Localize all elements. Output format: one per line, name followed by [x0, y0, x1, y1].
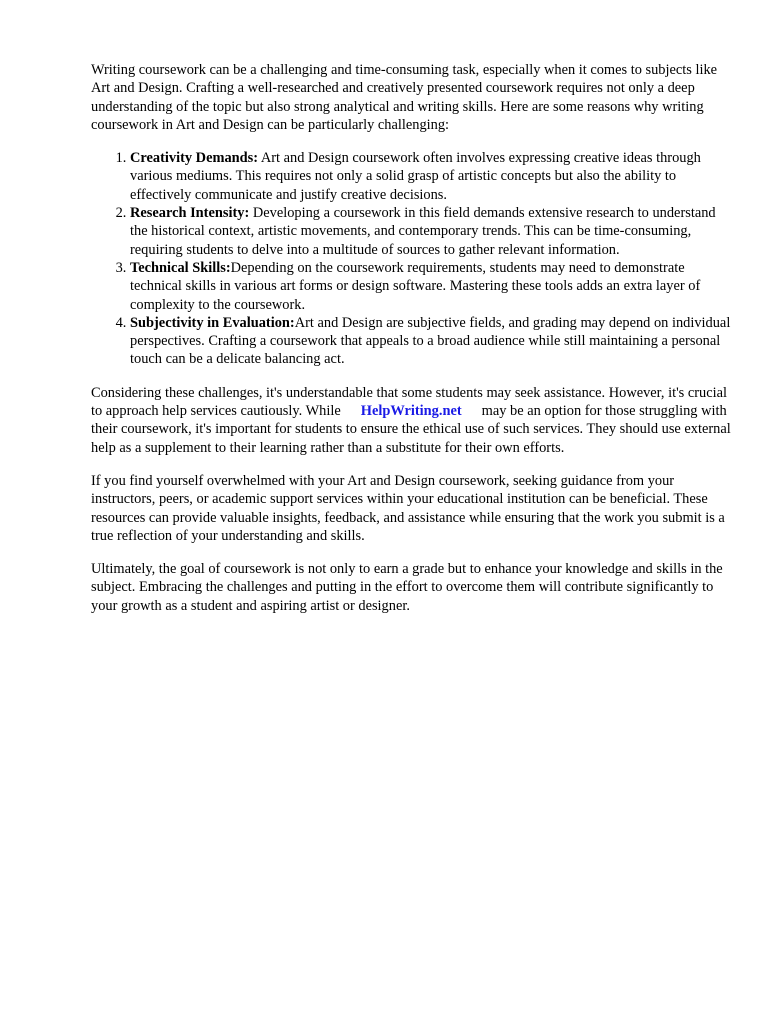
- helpwriting-link[interactable]: HelpWriting.net: [360, 403, 462, 420]
- list-item: [130, 259, 731, 314]
- list-item: [130, 149, 731, 204]
- intro-paragraph: Writing coursework can be a challenging and time-consuming task, especially when it comes to subjects like Art and Design. Crafting a well-researched and creatively presented coursework requires not only a deep understanding of the topic but also strong analytical and writing skills. Here are some reasons why writing coursework in Art and Design can be particularly challenging:: [91, 62, 718, 133]
- considering-after: may be an option for those struggling with their coursework, it's important for students to ensure the ethical use of such services. They should use external help as a supplement to their learning rather than a substitute for their own efforts.: [91, 403, 731, 456]
- list-item-text: Art and Design are subjective fields, and grading may depend on individual perspectives. Crafting a coursework that appeals to a broad audience while still maintaining a personal touch can be a delicate balancing act.: [130, 314, 731, 368]
- ultimately-paragraph: Ultimately, the goal of coursework is not only to earn a grade but to enhance your knowledge and skills in the subject. Embracing the challenges and putting in the effort to overcome them will contribute significantly to your growth as a student and aspiring artist or designer.: [91, 561, 723, 614]
- list-item-term: Subjectivity in Evaluation:: [130, 314, 295, 331]
- list-item-term: Technical Skills:: [130, 259, 231, 276]
- considering-paragraph: [91, 384, 731, 457]
- reasons-list: [91, 149, 731, 369]
- list-item-text: Depending on the coursework requirements, students may need to demonstrate technical skills in various art forms or design software. Mastering these tools adds an extra layer of complexity to the coursework.: [130, 259, 701, 313]
- document-page: [91, 61, 731, 630]
- considering-before: Considering these challenges, it's understandable that some students may seek assistance. However, it's crucial to approach help services cautiously. While: [91, 384, 728, 420]
- list-item-term: Research Intensity:: [130, 205, 250, 222]
- overwhelmed-paragraph: If you find yourself overwhelmed with your Art and Design coursework, seeking guidance from your instructors, peers, or academic support services within your educational institution can be beneficial. These resources can provide valuable insights, feedback, and assistance while ensuring that the work you submit is a true reflection of your understanding and skills.: [91, 472, 725, 544]
- list-item: [130, 314, 731, 369]
- list-item-text: Developing a coursework in this field demands extensive research to understand the historical context, artistic movements, and contemporary trends. This can be time-consuming, requiring students to delve into a multitude of sources to gather relevant information.: [130, 205, 716, 258]
- list-item: [130, 204, 731, 259]
- list-item-text: Art and Design coursework often involves expressing creative ideas through various mediums. This requires not only a solid grasp of artistic concepts but also the ability to effectively communicate and justify creative decisions.: [130, 150, 701, 203]
- list-item-term: Creativity Demands:: [130, 150, 259, 167]
